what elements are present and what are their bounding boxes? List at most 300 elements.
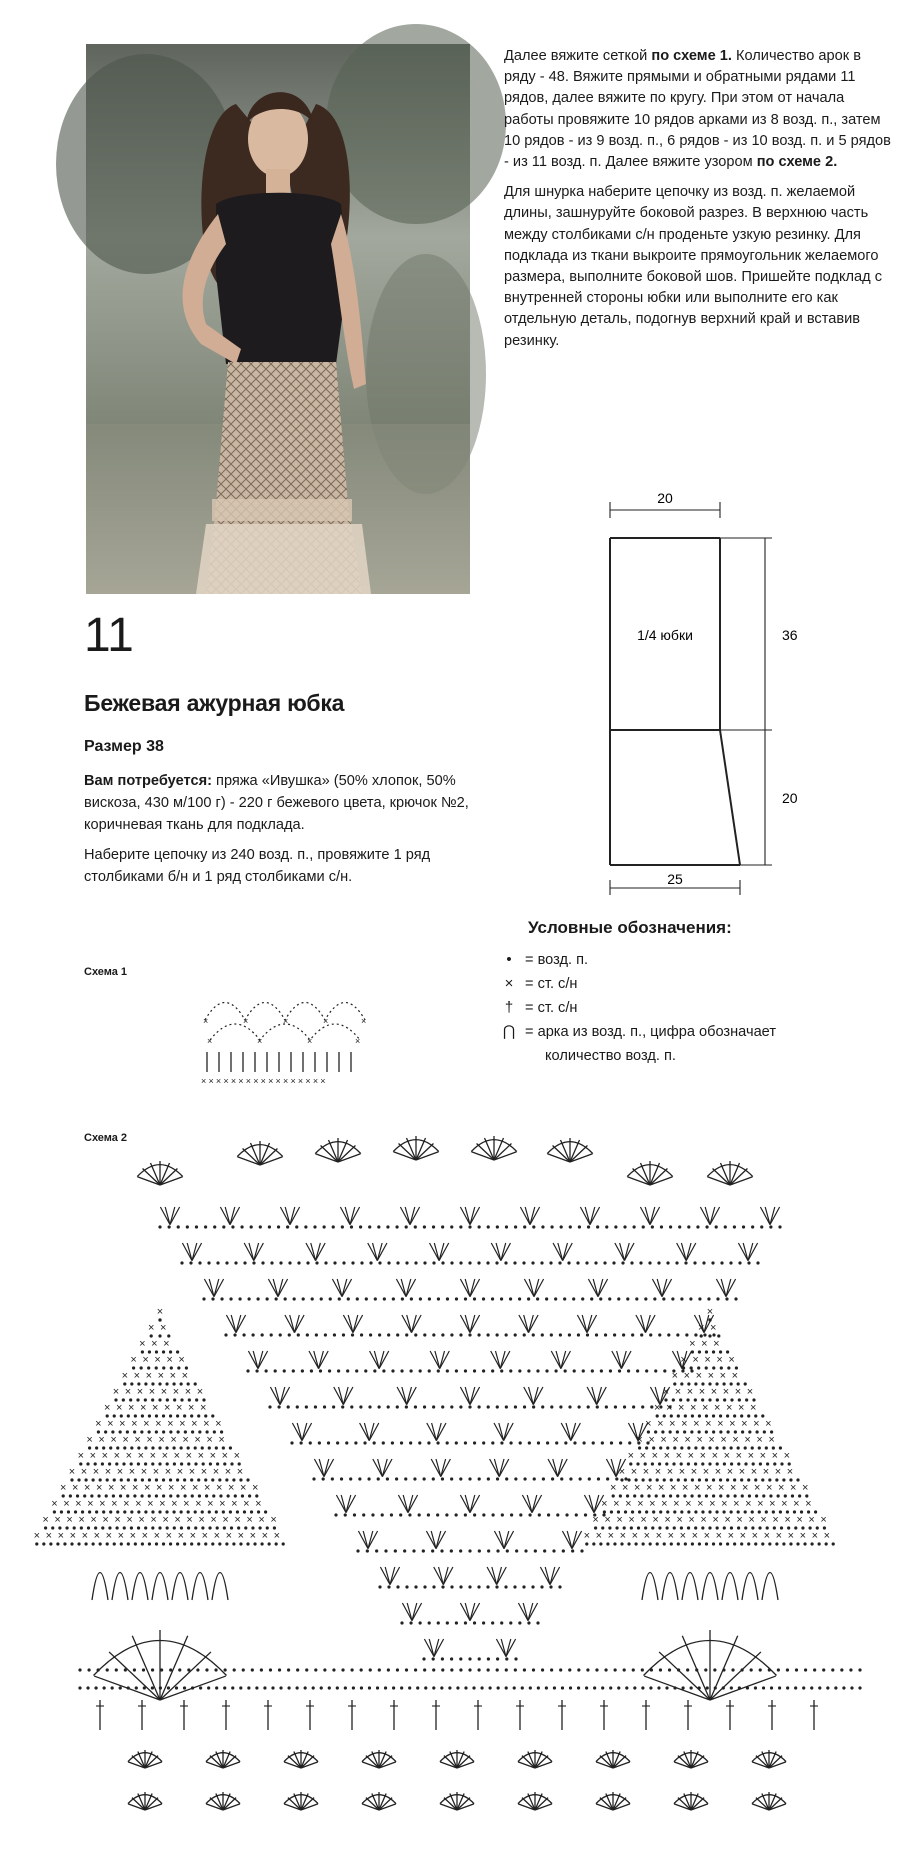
chain-dot: [395, 1477, 398, 1480]
cross-mark: ×: [708, 1434, 715, 1446]
chain-dot: [554, 1369, 557, 1372]
chain-dot: [428, 1369, 431, 1372]
chain-dot: [651, 1526, 654, 1529]
chain-dot: [459, 1549, 462, 1552]
chain-dot: [269, 1668, 272, 1671]
chain-dot: [378, 1668, 381, 1671]
chain-dot: [522, 1585, 525, 1588]
chain-dot: [641, 1668, 644, 1671]
v-stitch-motif: [314, 1459, 333, 1477]
fan-motif: [518, 1750, 552, 1768]
instructions-paragraph-1: Далее вяжите сеткой по схеме 1. Количество арок в ряду - 48. Вяжите прямыми и обратными рядами 11 рядов, далее вяжите по кругу. При этом от начала работы провяжите 10 рядов арками из 8 возд. п., затем 10 рядов - из 9 возд. п., 6 рядов - из 10 возд. п. и 5 рядов - из 11 возд. п. Далее вяжите узором по схеме 2.: [504, 48, 891, 171]
cross-mark: ×: [664, 1514, 671, 1526]
svg-text:×××××××××××××××××: ×××××××××××××××××: [201, 1076, 328, 1086]
cross-mark: ×: [787, 1530, 795, 1542]
chain-dot: [332, 1668, 335, 1671]
chain-dot: [810, 1686, 813, 1689]
v-stitch-motif: [424, 1639, 443, 1657]
chain-dot: [450, 1261, 453, 1264]
chain-dot: [620, 1542, 623, 1545]
v-stitch-motif: [426, 1531, 445, 1549]
chain-dot: [668, 1668, 671, 1671]
v-stitch-motif: [280, 1207, 299, 1225]
chain-dot: [354, 1441, 357, 1444]
chain-dot: [712, 1414, 715, 1417]
chain-dot: [690, 1686, 693, 1689]
chain-dot: [649, 1686, 652, 1689]
cross-mark: ×: [219, 1498, 226, 1510]
chain-dot: [197, 1542, 200, 1545]
chain-dot: [144, 1446, 147, 1449]
cross-mark: ×: [676, 1514, 683, 1526]
chain-dot: [199, 1686, 202, 1689]
chain-dot: [642, 1542, 645, 1545]
chain-dot: [387, 1668, 390, 1671]
chain-dot: [211, 1297, 214, 1300]
chain-dot: [671, 1297, 674, 1300]
chain-dot: [194, 1510, 197, 1513]
chain-dot: [400, 1441, 403, 1444]
v-stitch-motif: [494, 1423, 513, 1441]
cross-mark: ×: [653, 1402, 661, 1414]
chain-dot: [409, 1441, 412, 1444]
chain-dot: [168, 1225, 171, 1228]
cross-mark: ×: [75, 1498, 82, 1510]
chain-dot: [277, 1225, 280, 1228]
chain-dot: [576, 1261, 579, 1264]
cross-mark: ×: [236, 1466, 244, 1478]
chain-dot: [455, 1297, 458, 1300]
cross-mark: ×: [198, 1514, 205, 1526]
chain-dot: [587, 1405, 590, 1408]
article-number: 11: [84, 609, 134, 662]
chain-dot: [423, 1477, 426, 1480]
cross-mark: ×: [215, 1482, 223, 1494]
chain-dot: [487, 1657, 490, 1660]
cross-mark: ×: [156, 1306, 164, 1318]
cross-mark: ×: [33, 1530, 41, 1542]
fan-motif: [752, 1792, 786, 1810]
fan-motif: [547, 1138, 593, 1162]
chain-dot: [322, 1477, 325, 1480]
chain-dot: [625, 1686, 628, 1689]
chain-dot: [359, 1405, 362, 1408]
chain-dot: [414, 1225, 417, 1228]
chain-dot: [486, 1333, 489, 1336]
legend-title: Условные обозначения:: [528, 918, 732, 937]
arch-stitch: [742, 1573, 758, 1601]
chain-dot: [546, 1441, 549, 1444]
fan-motif: [471, 1136, 517, 1160]
chain-dot: [769, 1225, 772, 1228]
cross-mark: ×: [680, 1354, 687, 1366]
chain-dot: [119, 1494, 122, 1497]
chain-dot: [786, 1686, 789, 1689]
chain-dot: [275, 1542, 278, 1545]
cross-mark: ×: [99, 1498, 106, 1510]
chain-dot: [659, 1510, 662, 1513]
cross-mark: ×: [705, 1418, 712, 1430]
chain-dot: [500, 1621, 503, 1624]
cross-mark: ×: [811, 1530, 819, 1542]
chain-dot: [468, 1261, 471, 1264]
chain-dot: [585, 1686, 588, 1689]
chain-dot: [601, 1441, 604, 1444]
cross-mark: ×: [683, 1370, 691, 1382]
chain-dot: [395, 1225, 398, 1228]
chain-dot: [455, 1369, 458, 1372]
v-stitch-motif: [398, 1495, 417, 1513]
chain-dot: [344, 1513, 347, 1516]
chain-dot: [160, 1668, 163, 1671]
chain-dot: [239, 1542, 242, 1545]
cross-mark: ×: [173, 1450, 181, 1462]
chain-dot: [523, 1477, 526, 1480]
chain-dot: [696, 1225, 699, 1228]
cross-mark: ×: [117, 1530, 125, 1542]
chain-dot: [384, 1549, 387, 1552]
chain-dot: [437, 1621, 440, 1624]
chain-dot: [612, 1261, 615, 1264]
cross-mark: ×: [712, 1514, 719, 1526]
chain-dot: [669, 1225, 672, 1228]
arch-stitch: [662, 1573, 678, 1601]
chain-dot: [547, 1513, 550, 1516]
chain-dot: [706, 1686, 709, 1689]
dim-top: 20: [657, 490, 673, 506]
arch-stitch: [132, 1573, 148, 1601]
chain-dot: [244, 1526, 247, 1529]
cross-mark: ×: [711, 1450, 719, 1462]
chain-dot: [660, 1225, 663, 1228]
chain-dot: [545, 1297, 548, 1300]
chain-dot: [750, 1668, 753, 1671]
chain-dot: [459, 1405, 462, 1408]
cross-mark: ×: [763, 1530, 771, 1542]
chain-dot: [446, 1441, 449, 1444]
chain-dot: [141, 1542, 144, 1545]
chain-dot: [522, 1261, 525, 1264]
chain-dot: [759, 1462, 762, 1465]
cross-mark: ×: [152, 1466, 160, 1478]
svg-text:×: ×: [323, 1016, 329, 1026]
chain-dot: [551, 1477, 554, 1480]
chain-dot: [78, 1668, 81, 1671]
cross-mark: ×: [203, 1482, 211, 1494]
v-stitch-motif: [487, 1567, 506, 1585]
chain-dot: [595, 1333, 598, 1336]
chain-dot: [480, 1686, 483, 1689]
chain-dot: [445, 1513, 448, 1516]
chain-dot: [778, 1225, 781, 1228]
chain-dot: [225, 1261, 228, 1264]
cross-mark: ×: [727, 1530, 735, 1542]
chain-dot: [374, 1297, 377, 1300]
chain-dot: [759, 1668, 762, 1671]
chain-dot: [569, 1225, 572, 1228]
chain-dot: [391, 1369, 394, 1372]
cross-mark: ×: [179, 1482, 187, 1494]
cross-mark: ×: [137, 1450, 145, 1462]
v-stitch-motif: [524, 1387, 543, 1405]
v-stitch-motif: [248, 1351, 267, 1369]
fan-motif: [518, 1792, 552, 1810]
chain-dot: [169, 1542, 172, 1545]
chain-dot: [564, 1369, 567, 1372]
cross-mark: ×: [157, 1370, 165, 1382]
chain-dot: [601, 1686, 604, 1689]
cross-mark: ×: [637, 1498, 644, 1510]
chain-dot: [404, 1477, 407, 1480]
chain-dot: [349, 1477, 352, 1480]
cross-mark: ×: [705, 1482, 713, 1494]
v-stitch-motif: [460, 1387, 479, 1405]
chain-dot: [441, 1225, 444, 1228]
chain-dot: [364, 1369, 367, 1372]
cross-mark: ×: [695, 1370, 703, 1382]
chain-dot: [218, 1542, 221, 1545]
chain-dot: [259, 1225, 262, 1228]
chain-dot: [266, 1297, 269, 1300]
chain-dot: [500, 1297, 503, 1300]
chain-dot: [818, 1686, 821, 1689]
chain-dot: [350, 1225, 353, 1228]
chain-dot: [231, 1686, 234, 1689]
chain-dot: [351, 1333, 354, 1336]
cross-mark: ×: [233, 1450, 241, 1462]
chain-dot: [513, 1261, 516, 1264]
chain-dot: [211, 1542, 214, 1545]
chain-dot: [423, 1261, 426, 1264]
chain-dot: [209, 1462, 212, 1465]
cross-mark: ×: [171, 1498, 178, 1510]
chain-dot: [333, 1261, 336, 1264]
chain-dot: [436, 1513, 439, 1516]
cross-mark: ×: [177, 1530, 185, 1542]
chain-dot: [586, 1668, 589, 1671]
cross-mark: ×: [255, 1498, 262, 1510]
v-stitch-motif: [380, 1567, 399, 1585]
arch-stitch: [682, 1573, 698, 1601]
chain-dot: [804, 1668, 807, 1671]
cross-mark: ×: [191, 1418, 198, 1430]
chain-dot: [242, 1668, 245, 1671]
fan-motif: [206, 1792, 240, 1810]
cross-mark: ×: [218, 1434, 225, 1446]
chain-dot: [423, 1668, 426, 1671]
chain-dot: [49, 1542, 52, 1545]
cross-mark: ×: [166, 1354, 173, 1366]
chain-dot: [137, 1462, 140, 1465]
cross-mark: ×: [751, 1530, 759, 1542]
chain-dot: [384, 1686, 387, 1689]
chain-dot: [686, 1668, 689, 1671]
chain-dot: [194, 1446, 197, 1449]
v-stitch-motif: [397, 1387, 416, 1405]
v-stitch-motif: [370, 1351, 389, 1369]
chain-dot: [707, 1297, 710, 1300]
cross-mark: ×: [203, 1418, 210, 1430]
chain-dot: [167, 1686, 170, 1689]
chain-dot: [559, 1668, 562, 1671]
chain-dot: [275, 1297, 278, 1300]
chain-dot: [614, 1405, 617, 1408]
v-stitch-motif: [402, 1603, 421, 1621]
chain-dot: [127, 1478, 130, 1481]
chain-dot: [613, 1333, 616, 1336]
chain-dot: [677, 1542, 680, 1545]
cross-mark: ×: [270, 1514, 277, 1526]
chain-dot: [437, 1369, 440, 1372]
chain-dot: [596, 1405, 599, 1408]
chain-dot: [336, 1686, 339, 1689]
chain-dot: [477, 1333, 480, 1336]
cross-mark: ×: [187, 1402, 195, 1414]
chain-dot: [744, 1510, 747, 1513]
cross-mark: ×: [639, 1450, 647, 1462]
chain-dot: [261, 1333, 264, 1336]
chain-dot: [318, 1441, 321, 1444]
cross-mark: ×: [112, 1386, 120, 1398]
scheme1-chart: [195, 980, 370, 1090]
chain-dot: [290, 1441, 293, 1444]
chain-dot: [459, 1333, 462, 1336]
cross-mark: ×: [133, 1370, 141, 1382]
cross-mark: ×: [227, 1482, 235, 1494]
v-stitch-motif: [561, 1423, 580, 1441]
chain-dot: [642, 1225, 645, 1228]
chain-dot: [342, 1261, 345, 1264]
chain-dot: [702, 1261, 705, 1264]
chain-dot: [796, 1542, 799, 1545]
chain-dot: [198, 1261, 201, 1264]
chain-dot: [396, 1333, 399, 1336]
arch-stitch: [722, 1573, 738, 1601]
chain-dot: [205, 1668, 208, 1671]
cross-mark: ×: [765, 1482, 773, 1494]
chain-dot: [356, 1549, 359, 1552]
chain-dot: [396, 1405, 399, 1408]
chain-dot: [558, 1585, 561, 1588]
v-stitch-motif: [553, 1243, 572, 1261]
chain-dot: [223, 1686, 226, 1689]
chain-dot: [468, 1549, 471, 1552]
chain-dot: [842, 1686, 845, 1689]
chain-dot: [312, 1686, 315, 1689]
chain-dot: [489, 1686, 492, 1689]
chain-dot: [746, 1686, 749, 1689]
chain-dot: [519, 1513, 522, 1516]
v-stitch-motif: [309, 1351, 328, 1369]
chain-dot: [422, 1549, 425, 1552]
chain-dot: [505, 1225, 508, 1228]
cross-mark: ×: [197, 1450, 205, 1462]
chain-dot: [632, 1405, 635, 1408]
fan-motif: [284, 1792, 318, 1810]
chain-dot: [477, 1261, 480, 1264]
chain-dot: [649, 1542, 652, 1545]
chain-dot: [225, 1542, 228, 1545]
chain-dot: [609, 1369, 612, 1372]
chain-dot: [162, 1350, 165, 1353]
chain-dot: [162, 1542, 165, 1545]
chain-dot: [514, 1333, 517, 1336]
chain-dot: [487, 1668, 490, 1671]
v-stitch-motif: [522, 1495, 541, 1513]
chain-dot: [297, 1333, 300, 1336]
v-stitch-motif: [496, 1639, 515, 1657]
chain-dot: [446, 1621, 449, 1624]
chain-dot: [677, 1668, 680, 1671]
cross-mark: ×: [799, 1530, 807, 1542]
chain-dot: [832, 1542, 835, 1545]
chain-dot: [534, 1549, 537, 1552]
chain-dot: [545, 1369, 548, 1372]
chain-dot: [253, 1542, 256, 1545]
chain-dot: [496, 1668, 499, 1671]
cross-mark: ×: [188, 1466, 196, 1478]
cross-mark: ×: [175, 1402, 183, 1414]
chain-dot: [450, 1657, 453, 1660]
cross-mark: ×: [224, 1466, 232, 1478]
cross-mark: ×: [191, 1482, 199, 1494]
chain-dot: [369, 1333, 372, 1336]
chain-dot: [505, 1686, 508, 1689]
chain-dot: [234, 1261, 237, 1264]
chain-dot: [621, 1261, 624, 1264]
chain-dot: [305, 1668, 308, 1671]
v-stitch-motif: [519, 1315, 538, 1333]
cross-mark: ×: [103, 1402, 111, 1414]
cross-mark: ×: [139, 1402, 147, 1414]
chain-dot: [287, 1405, 290, 1408]
chain-dot: [677, 1414, 680, 1417]
chain-dot: [468, 1333, 471, 1336]
dim-right-lower: 20: [782, 790, 798, 806]
chain-dot: [482, 1369, 485, 1372]
cross-mark: ×: [167, 1418, 174, 1430]
chain-dot: [585, 1542, 588, 1545]
chain-dot: [730, 1686, 733, 1689]
chain-dot: [711, 1261, 714, 1264]
v-stitch-motif: [368, 1243, 387, 1261]
chain-dot: [630, 1261, 633, 1264]
chain-dot: [626, 1297, 629, 1300]
cross-mark: ×: [246, 1514, 253, 1526]
cross-mark: ×: [768, 1434, 775, 1446]
chain-dot: [478, 1657, 481, 1660]
chain-dot: [513, 1686, 516, 1689]
cross-mark: ×: [116, 1466, 124, 1478]
chain-dot: [155, 1494, 158, 1497]
chain-dot: [183, 1542, 186, 1545]
cross-mark: ×: [693, 1418, 700, 1430]
cross-mark: ×: [710, 1386, 718, 1398]
cross-mark: ×: [261, 1530, 269, 1542]
chain-dot: [658, 1333, 661, 1336]
arch-stitch: [172, 1573, 188, 1601]
cross-mark: ×: [143, 1418, 150, 1430]
chain-dot: [196, 1668, 199, 1671]
chain-dot: [568, 1405, 571, 1408]
svg-text:×: ×: [307, 1036, 313, 1046]
chain-dot: [568, 1333, 571, 1336]
chain-icon: •: [506, 951, 512, 968]
chain-dot: [101, 1526, 104, 1529]
chain-dot: [363, 1441, 366, 1444]
chain-dot: [127, 1686, 130, 1689]
chain-dot: [386, 1477, 389, 1480]
